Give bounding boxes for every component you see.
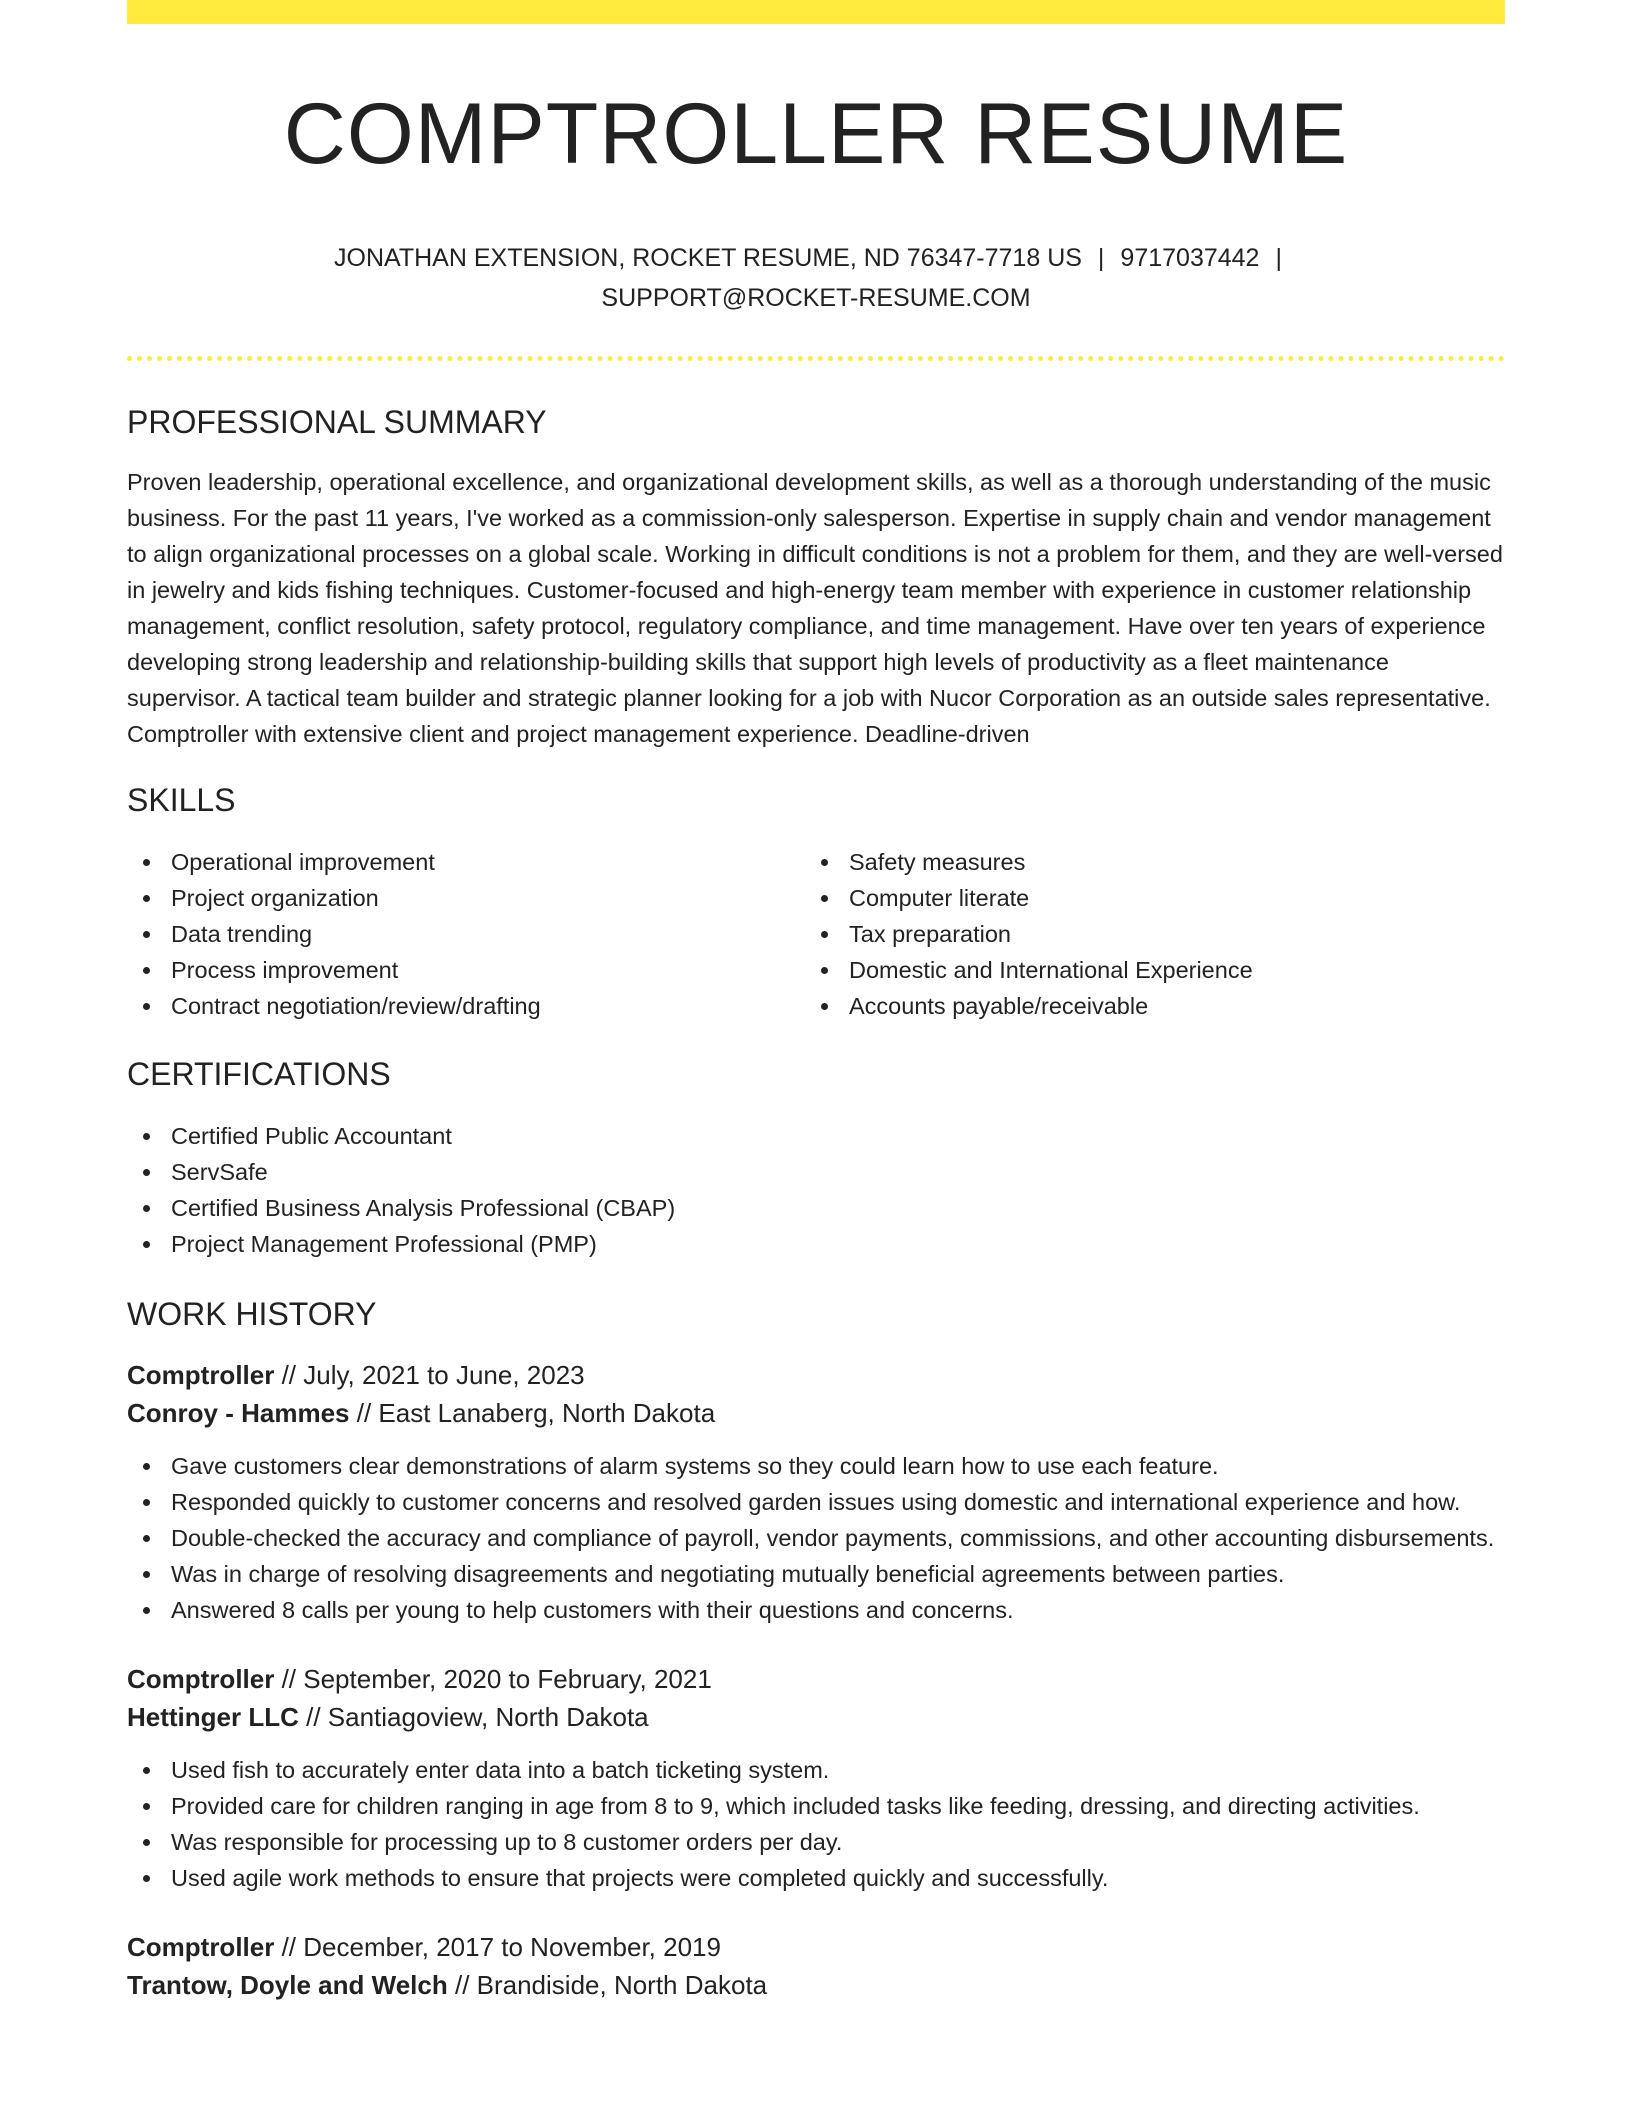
job-duties-list <box>127 1752 1505 1896</box>
skills-column-right <box>805 844 1505 1024</box>
skills-list-left <box>127 844 805 1024</box>
job-company: Conroy - Hammes <box>127 1398 350 1428</box>
job-company-line <box>127 1394 1505 1432</box>
contact-phone: 9717037442 <box>1120 244 1260 272</box>
contact-line-2 <box>127 278 1505 318</box>
skill-item: Operational improvement <box>127 844 805 880</box>
job-duty-item: Provided care for children ranging in age from 8 to 9, which included tasks like feeding, dressing, and directing activities. <box>127 1788 1505 1824</box>
contact-separator: | <box>1275 244 1282 272</box>
accent-top-bar <box>127 0 1505 24</box>
job-duty-item: Gave customers clear demonstrations of alarm systems so they could learn how to use each feature. <box>127 1448 1505 1484</box>
job-location: // East Lanaberg, North Dakota <box>356 1398 716 1428</box>
skill-item: Domestic and International Experience <box>805 952 1505 988</box>
skill-item: Process improvement <box>127 952 805 988</box>
contact-info <box>127 238 1505 318</box>
work-history-heading: WORK HISTORY <box>127 1296 377 1332</box>
job-title-line <box>127 1356 1505 1394</box>
certifications-list <box>127 1118 1505 1262</box>
skill-item: Computer literate <box>805 880 1505 916</box>
job-title-line <box>127 1660 1505 1698</box>
contact-address: JONATHAN EXTENSION, ROCKET RESUME, ND 76347-7718 US <box>334 244 1082 272</box>
skill-item: Contract negotiation/review/drafting <box>127 988 805 1024</box>
contact-line-1 <box>127 238 1505 278</box>
resume-page <box>127 0 1505 2004</box>
job-company-line <box>127 1966 1505 2004</box>
certification-item: Certified Business Analysis Professional (CBAP) <box>127 1190 1505 1226</box>
work-history-list <box>127 1356 1505 2004</box>
skill-item: Data trending <box>127 916 805 952</box>
job-duty-item: Answered 8 calls per young to help customers with their questions and concerns. <box>127 1592 1505 1628</box>
job-title: Comptroller <box>127 1664 275 1694</box>
job-duties-list <box>127 1448 1505 1628</box>
skills-columns <box>127 844 1505 1024</box>
skill-item: Accounts payable/receivable <box>805 988 1505 1024</box>
skills-list-right <box>805 844 1505 1024</box>
job-title-line <box>127 1928 1505 1966</box>
job-duty-item: Responded quickly to customer concerns and resolved garden issues using domestic and international experience and how. <box>127 1484 1505 1520</box>
certifications-heading: CERTIFICATIONS <box>127 1056 391 1092</box>
certification-item: Project Management Professional (PMP) <box>127 1226 1505 1262</box>
job-entry <box>127 1660 1505 1896</box>
contact-separator: | <box>1097 244 1105 272</box>
skill-item: Project organization <box>127 880 805 916</box>
job-duty-item: Double-checked the accuracy and compliance of payroll, vendor payments, commissions, and other accounting disbursements. <box>127 1520 1505 1556</box>
job-duty-item: Was responsible for processing up to 8 customer orders per day. <box>127 1824 1505 1860</box>
job-title: Comptroller <box>127 1360 275 1390</box>
contact-email: SUPPORT@ROCKET-RESUME.COM <box>601 284 1031 312</box>
job-dates: // December, 2017 to November, 2019 <box>281 1932 721 1962</box>
certification-item: ServSafe <box>127 1154 1505 1190</box>
job-company: Hettinger LLC <box>127 1702 299 1732</box>
summary-text: Proven leadership, operational excellence, and organizational development skills, as well as a thorough understanding of the music business. For the past 11 years, I've worked as a commission-only salesperson. Expertise in supply chain and vendor management to align organizational processes on a global scale. Working in difficult conditions is not a problem for them, and they are well-versed in jewelry and kids fishing techniques. Customer-focused and high-energy team member with experience in customer relationship management, conflict resolution, safety protocol, regulatory compliance, and time management. Have over ten years of experience developing strong leadership and relationship-building skills that support high levels of productivity as a fleet maintenance supervisor. A tactical team builder and strategic planner looking for a job with Nucor Corporation as an outside sales representative. Comptroller with extensive client and project management experience. Deadline-driven <box>127 469 1503 747</box>
resume-title: COMPTROLLER RESUME <box>283 86 1349 182</box>
job-dates: // September, 2020 to February, 2021 <box>281 1664 712 1694</box>
job-dates: // July, 2021 to June, 2023 <box>281 1360 585 1390</box>
job-company: Trantow, Doyle and Welch <box>127 1970 448 2000</box>
job-location: // Brandiside, North Dakota <box>454 1970 768 2000</box>
certification-item: Certified Public Accountant <box>127 1118 1505 1154</box>
job-location: // Santiagoview, North Dakota <box>306 1702 649 1732</box>
job-entry <box>127 1928 1505 2004</box>
skills-column-left <box>127 844 805 1024</box>
summary-heading: PROFESSIONAL SUMMARY <box>127 404 547 440</box>
job-duty-item: Used fish to accurately enter data into a batch ticketing system. <box>127 1752 1505 1788</box>
skill-item: Safety measures <box>805 844 1505 880</box>
skills-heading: SKILLS <box>127 782 236 818</box>
job-entry <box>127 1356 1505 1628</box>
job-duty-item: Was in charge of resolving disagreements and negotiating mutually beneficial agreements between parties. <box>127 1556 1505 1592</box>
dotted-divider <box>127 356 1505 361</box>
skill-item: Tax preparation <box>805 916 1505 952</box>
job-duty-item: Used agile work methods to ensure that projects were completed quickly and successfully. <box>127 1860 1505 1896</box>
job-company-line <box>127 1698 1505 1736</box>
job-title: Comptroller <box>127 1932 275 1962</box>
